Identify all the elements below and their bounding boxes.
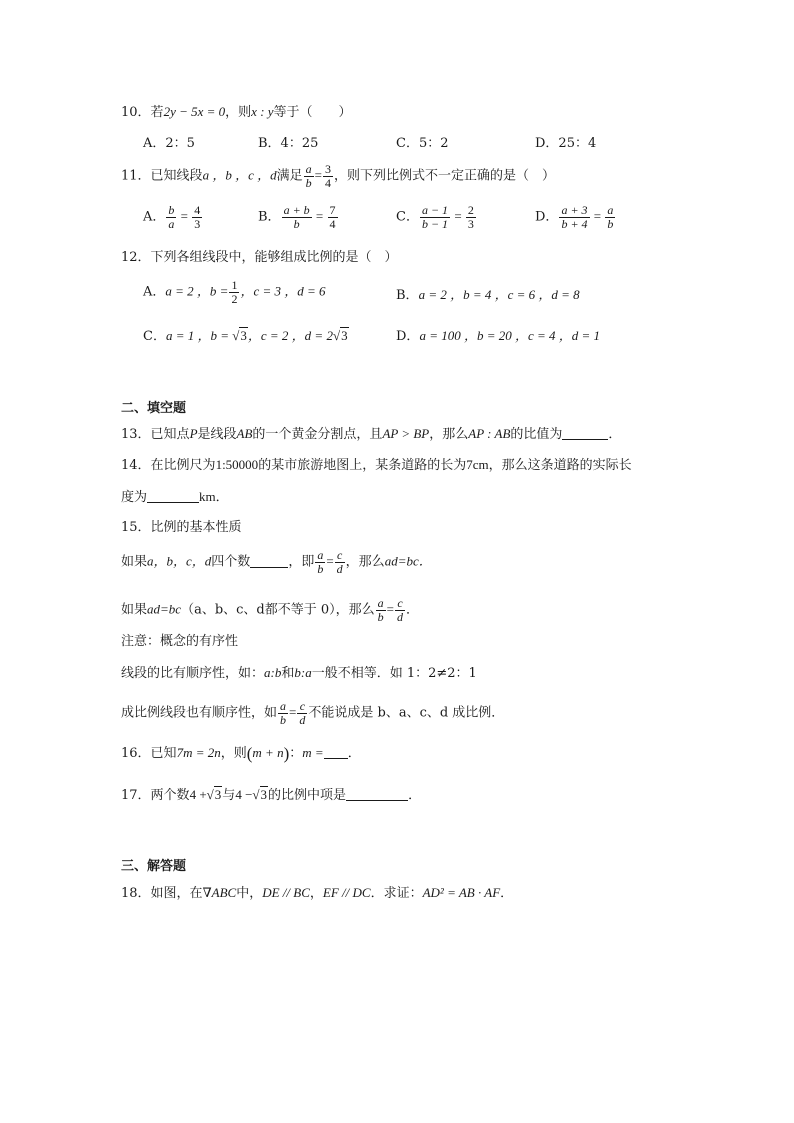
question-14-line2: 度为 km．	[121, 489, 229, 505]
q15-line-1: 如果a，b，c，d四个数 ，即 $\frac{a}{b}$ = $\frac{c}{d}$ ，那么ad=bc．	[121, 548, 432, 576]
q15-line-2: 如果ad=bc（a、b、c、d都不等于 0），那么 $\frac{a}{b}$ = $\frac{c}{d}$ ．	[121, 596, 420, 624]
q12-option-c[interactable]: C．a = 1 ，b = √3，c = 2 ，d = 2√3	[143, 328, 348, 344]
question-18: 18．如图，在∇ABC中，DE // BC，EF // DC．求证：AD² = AB · AF．	[121, 885, 514, 901]
q11-option-c[interactable]: C． $\frac{a - 1}{b - 1}$ = $\frac{2}{3}$	[396, 203, 474, 231]
question-11: 11．已知线段a ，b ，c ，d满足 $\frac{a}{b}$ = $\frac{3}{4}$ ，则下列比例式不一定正确的是（ ）	[121, 162, 555, 190]
question-16: 16．已知7m = 2n，则(m + n)：m = ．	[121, 744, 361, 763]
fraction: $\frac{a}{b}$	[305, 162, 312, 190]
answer-blank[interactable]	[346, 788, 408, 801]
equation: 2y − 5x = 0	[163, 104, 226, 119]
q11-option-a[interactable]: A． $\frac{b}{a}$ = $\frac{4}{3}$	[143, 203, 201, 231]
q15-line-4: 成比例线段也有顺序性，如 $\frac{a}{b}$ = $\frac{c}{d}$ 不能说成是 b、a、c、d 成比例．	[121, 699, 505, 727]
section-heading-fill-in: 二、填空题	[121, 401, 187, 416]
question-15-title: 15．比例的基本性质	[121, 520, 242, 535]
answer-blank[interactable]	[250, 555, 288, 568]
question-17: 17．两个数4 +√3与4 −√3的比例中项是 ．	[121, 787, 422, 803]
q10-option-a[interactable]: A．2：5	[143, 136, 195, 151]
q12-option-b[interactable]: B．a = 2 ，b = 4 ，c = 6 ，d = 8	[396, 287, 580, 303]
q11-option-d[interactable]: D． $\frac{a + 3}{b + 4}$ = $\frac{a}{b}$	[535, 203, 614, 231]
q10-option-d[interactable]: D．25：4	[535, 136, 597, 151]
question-10: 10．若2y − 5x = 0，则x : y等于（ ）	[121, 104, 352, 120]
question-14: 14．在比例尺为1:50000的某市旅游地图上，某条道路的长为7cm，那么这条道路的实际长	[121, 457, 632, 473]
q12-option-a[interactable]: A．a = 2 ，b = $\frac{1}{2}$ ，c = 3 ，d = 6	[143, 278, 326, 306]
q10-option-b[interactable]: B．4：25	[258, 136, 319, 151]
fraction: $\frac{3}{4}$	[324, 162, 331, 190]
q10-option-c[interactable]: C．5：2	[396, 136, 449, 151]
q15-note: 注意：概念的有序性	[121, 634, 239, 649]
q15-line-3: 线段的比有顺序性，如：a:b和b:a一般不相等．如 1：2≠2：1	[121, 665, 477, 681]
question-13: 13．已知点P是线段AB的一个黄金分割点，且AP > BP，那么AP : AB的比值为 ．	[121, 426, 622, 442]
q11-option-b[interactable]: B． $\frac{a + b}{b}$ = $\frac{7}{4}$	[258, 203, 336, 231]
answer-blank[interactable]	[562, 427, 608, 440]
ratio: x : y	[251, 104, 274, 119]
question-12: 12．下列各组线段中，能够组成比例的是（ ）	[121, 250, 398, 265]
section-heading-solve: 三、解答题	[121, 859, 187, 874]
answer-blank[interactable]	[147, 490, 199, 503]
q12-option-d[interactable]: D．a = 100 ，b = 20 ，c = 4 ，d = 1	[396, 328, 601, 344]
answer-blank[interactable]	[324, 746, 348, 759]
